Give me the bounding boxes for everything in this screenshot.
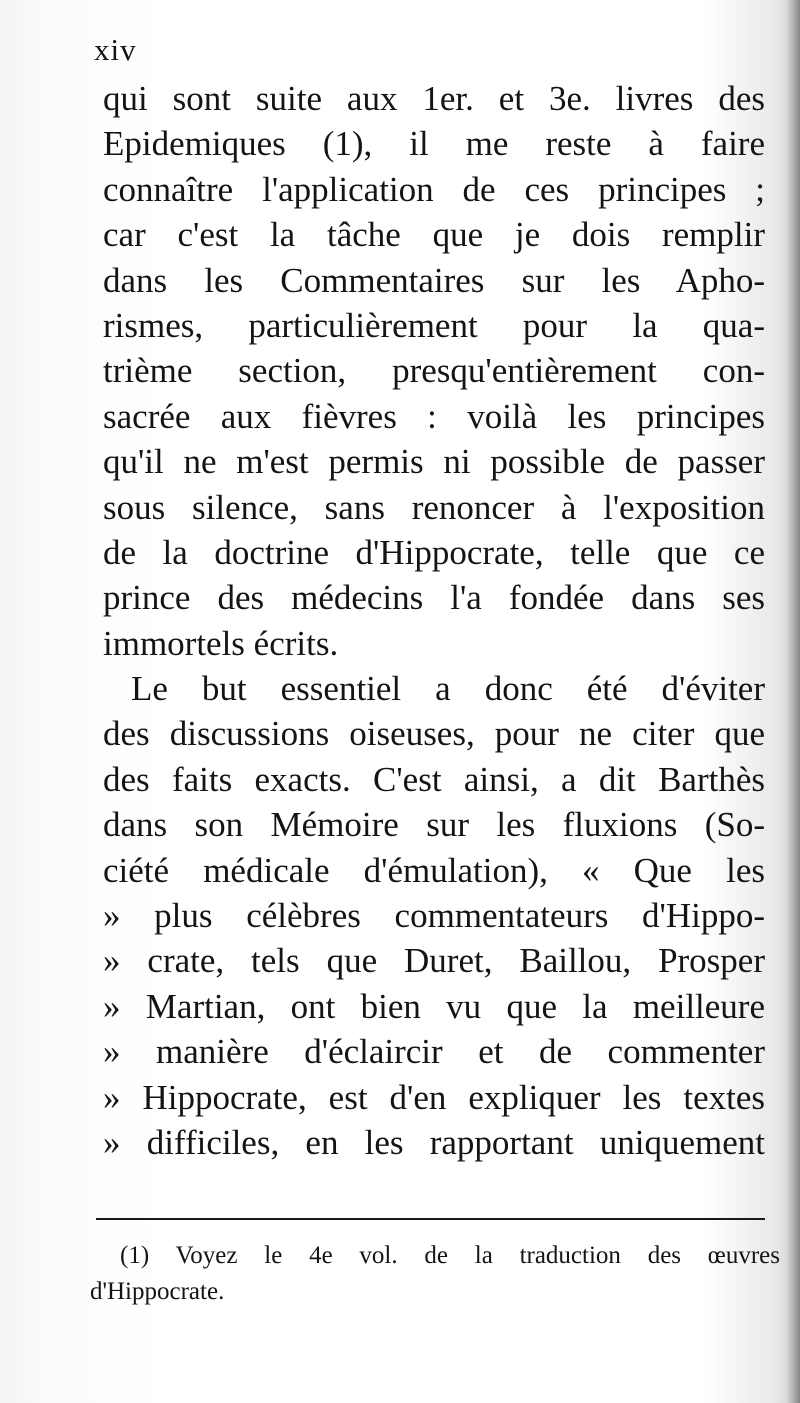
text-line: rismes, particulièrement pour la qua- [103, 305, 765, 345]
footnote-block [90, 1238, 780, 1310]
text-line: trième section, presqu'entièrement con- [103, 351, 765, 391]
text-line: » Hippocrate, est d'en expliquer les textes [103, 1077, 765, 1117]
text-line: dans les Commentaires sur les Apho- [103, 260, 765, 300]
text-line: Epidemiques (1), il me reste à faire [103, 124, 765, 164]
text-line: » difficiles, en les rapportant uniquement [103, 1122, 765, 1162]
text-line: car c'est la tâche que je dois remplir [103, 215, 765, 255]
text-line-paragraph-start: Le but essentiel a donc été d'éviter [131, 669, 765, 709]
text-line: » plus célèbres commentateurs d'Hippo- [103, 896, 765, 936]
text-line: » manière d'éclaircir et de commenter [103, 1032, 765, 1072]
text-line: des faits exacts. C'est ainsi, a dit Barthès [103, 759, 765, 799]
footnote-line: (1) Voyez le 4e vol. de la traduction des œuvres [120, 1242, 780, 1269]
footnote-divider [96, 1218, 765, 1220]
text-line: immortels écrits. [103, 623, 339, 663]
text-line: connaître l'application de ces principes ; [103, 169, 765, 209]
text-line: prince des médecins l'a fondée dans ses [103, 578, 765, 618]
text-line: des discussions oiseuses, pour ne citer que [103, 714, 765, 754]
text-line: sous silence, sans renoncer à l'exposition [103, 487, 765, 527]
main-text-block [103, 76, 765, 1165]
text-line: qu'il ne m'est permis ni possible de passer [103, 442, 765, 482]
text-line: dans son Mémoire sur les fluxions (So- [103, 805, 765, 845]
footnote-line: d'Hippocrate. [90, 1278, 225, 1305]
text-line: ciété médicale d'émulation), « Que les [103, 850, 765, 890]
page-number: xiv [94, 32, 137, 67]
text-line: » crate, tels que Duret, Baillou, Prosper [103, 941, 765, 981]
text-line: » Martian, ont bien vu que la meilleure [103, 986, 765, 1026]
text-line: sacrée aux fièvres : voilà les principes [103, 396, 765, 436]
text-line: qui sont suite aux 1er. et 3e. livres des [103, 79, 765, 118]
text-line: de la doctrine d'Hippocrate, telle que ce [103, 532, 765, 572]
